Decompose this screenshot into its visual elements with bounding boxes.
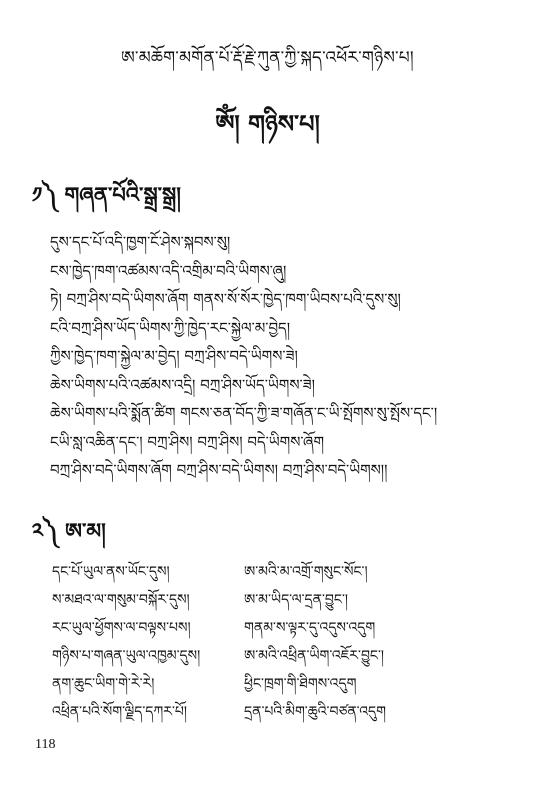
verse-row [52,642,472,670]
verse-line-second-half: ཨ་མ་ཡིད་ལ་དྲན་བྱུང་། [244,592,349,608]
text-line: དུས་དང་པོ་འདི་ཁྱག་ངོ་ཤེས་སྐབས་སུ། [50,233,231,251]
verse-line-first-half: འཕྲིན་པའི་སོག་ལྗིད་དཀར་པོ། [52,704,187,720]
text-line: ཀྱིས་ཁྱེད་ཁག་སྐྱེལ་མ་བྱེད། བཀྲ་ཤིས་བདེ་ཡིགས་ཟེ། [50,347,298,365]
section-2-verse [52,558,472,726]
verse-row [52,586,472,614]
text-line: ཆེས་ཡིགས་པའི་འཚམས་འདྲི། བཀྲ་ཤིས་ཡོད་ཡིགས་ཟེ། [50,375,315,394]
text-line: ཏེ། བཀྲ་ཤིས་བདེ་ཡིགས་ཞོག གནས་སོ་སོར་ཁྱེད་ཁག་ཡིབས་པའི་དུས་སུ། [50,290,401,308]
chapter-title: ཨོཾ། གཉིས་པ། [215,110,320,138]
text-line: ངས་ཁྱེད་ཁག་འཚམས་འདི་འགྲིམ་བའི་ཡིགས་ཞུ། [50,261,287,280]
verse-line-second-half: ཨ་མའི་འཕྲིན་ཡིག་འཇོར་བྱུང་། [244,648,385,664]
verse-line-first-half: རང་ཡུལ་ཕྱོགས་ལ་བལྟས་པས། [52,620,191,636]
page-number: 118 [35,737,56,752]
verse-line-second-half: དྲན་པའི་མིག་ཆུའི་བཙན་འདུག [244,704,386,720]
text-line: ངའི་བཀྲ་ཤིས་ཡོད་ཡིགས་ཀྱི་ཁྱེད་རང་སྐྱེལ་མ་བྱེད། [50,318,291,337]
text-line: ཆེས་ཡིགས་པའི་སྨོན་ཚིག གངས་ཅན་བོད་ཀྱི་ཟ་གཞོན་ང་ཡི་སྤོགས་སུ་སྤོས་དང་། [50,404,438,422]
text-line: བཀྲ་ཤིས་བདེ་ཡིགས་ཞོག བཀྲ་ཤིས་བདེ་ཡིགས། བཀྲ་ཤིས་བདེ་ཡིགས།། [50,461,388,479]
verse-row [52,614,472,642]
verse-line-first-half: ས་མཐའ་ལ་གསུམ་བསྐོར་དུས། [52,592,190,608]
section-1-body [50,228,505,485]
verse-row [52,558,472,586]
text-line: ངཡི་སླ་འཆིན་དང་། བཀྲ་ཤིས། བཀྲ་ཤིས། བདེ་ཡིགས་ཞོག [50,432,325,451]
verse-line-second-half: གནམ་ས་ལྟར་དུ་འདུས་འདུག [244,620,376,636]
running-head: ཨ་མཆོག་མགོན་པོ་རྡོ་རྗེ་ཀུན་ཀྱི་སྐད་འཕོར་གཉིས་པ། [121,48,414,68]
verse-line-first-half: གཉིས་པ་གཞན་ཡུལ་འཁྱམ་དུས། [52,648,201,664]
verse-line-second-half: ཨ་མའི་མ་འགྲོ་གསུང་སོང་། [244,564,368,580]
section-1-heading: ༡༽ གཞན་པོའི་སྒྲ་སྒྲ། [32,183,181,207]
verse-line-second-half: ཕྱིང་ཁྲག་གི་ཐིགས་འདུག [244,676,357,692]
verse-line-first-half: དང་པོ་ཡུལ་ནས་ཡོང་དུས། [52,564,170,580]
verse-line-first-half: ནག་ཆུང་ཡིག་གེ་རེ་རེ། [52,676,155,692]
section-2-heading: ༢༽ ཨ་མ། [32,519,106,543]
verse-row [52,670,472,698]
verse-row [52,698,472,726]
